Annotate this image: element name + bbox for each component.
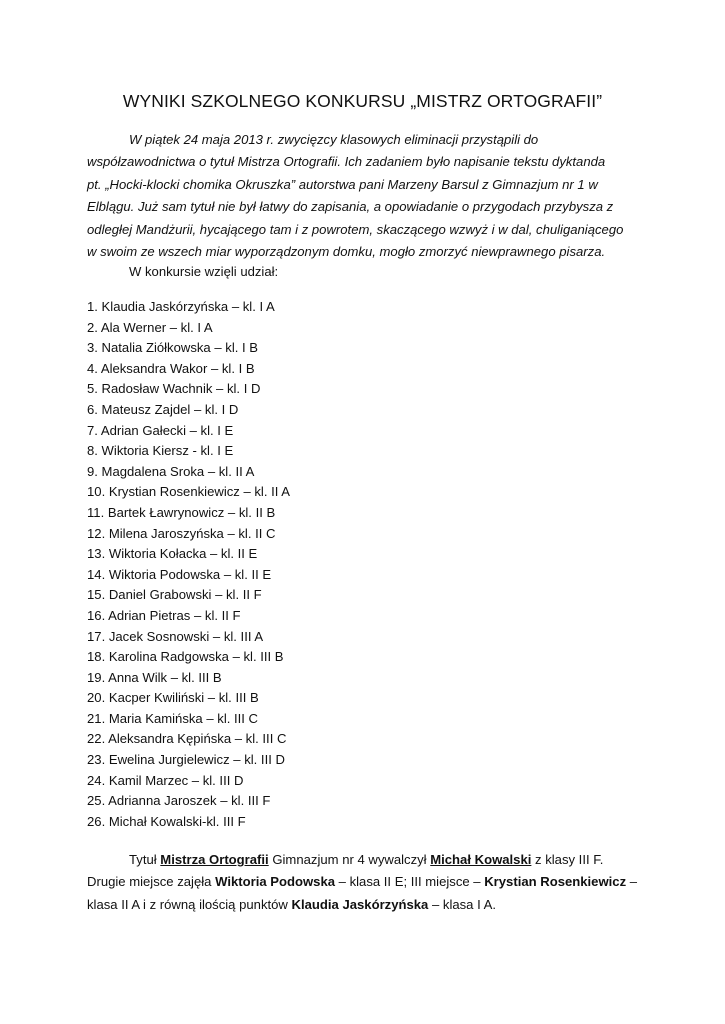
participant-item: 12. Milena Jaroszyńska – kl. II C xyxy=(87,525,276,541)
document-title: WYNIKI SZKOLNEGO KONKURSU „MISTRZ ORTOGRAFII” xyxy=(122,91,603,111)
participant-item: 16. Adrian Pietras – kl. II F xyxy=(87,607,241,623)
summary-text: – xyxy=(626,874,638,890)
participant-item: 25. Adrianna Jaroszek – kl. III F xyxy=(87,793,271,809)
third-place-tie-name: Klaudia Jaskórzyńska xyxy=(291,896,429,912)
participant-item: 17. Jacek Sosnowski – kl. III A xyxy=(87,628,264,644)
participant-item: 5. Radosław Wachnik – kl. I D xyxy=(87,381,261,397)
participants-heading: W konkursie wzięli udział: xyxy=(129,264,279,279)
participant-item: 1. Klaudia Jaskórzyńska – kl. I A xyxy=(87,299,275,314)
summary-line-2 xyxy=(87,871,647,893)
summary-text: – klasa I A. xyxy=(428,896,497,912)
participant-item: 8. Wiktoria Kiersz - kl. I E xyxy=(87,443,234,459)
summary-text: Gimnazjum nr 4 wywalczył xyxy=(268,852,431,867)
participants-list xyxy=(87,297,290,832)
intro-line: W piątek 24 maja 2013 r. zwycięzcy klasowych eliminacji przystąpili do xyxy=(129,132,539,147)
participant-item: 20. Kacper Kwiliński – kl. III B xyxy=(87,690,259,706)
participant-item: 2. Ala Werner – kl. I A xyxy=(87,319,213,335)
intro-line: współzawodnictwa o tytuł Mistrza Ortografii. Ich zadaniem było napisanie tekstu dyktanda xyxy=(87,154,606,170)
participant-item: 9. Magdalena Sroka – kl. II A xyxy=(87,463,255,479)
third-place-name: Krystian Rosenkiewicz xyxy=(484,874,627,890)
second-place-name: Wiktoria Podowska xyxy=(215,874,336,890)
participant-item: 7. Adrian Gałecki – kl. I E xyxy=(87,422,234,438)
results-summary xyxy=(87,849,647,916)
participant-item: 14. Wiktoria Podowska – kl. II E xyxy=(87,566,272,582)
summary-line-1 xyxy=(87,849,647,871)
participant-item: 23. Ewelina Jurgielewicz – kl. III D xyxy=(87,752,285,768)
participant-item: 22. Aleksandra Kępińska – kl. III C xyxy=(87,731,287,747)
intro-line: odległej Mandżurii, hycającego tam i z powrotem, skaczącego wzwyż i w dal, chuliganiącego xyxy=(87,221,624,237)
summary-line-3 xyxy=(87,894,647,916)
participant-item: 10. Krystian Rosenkiewicz – kl. II A xyxy=(87,484,291,500)
participant-item: 13. Wiktoria Kołacka – kl. II E xyxy=(87,546,258,562)
participant-item: 15. Daniel Grabowski – kl. II F xyxy=(87,587,262,603)
summary-text: – klasa II E; III miejsce – xyxy=(335,874,485,890)
intro-paragraph xyxy=(87,129,647,263)
participant-item: 11. Bartek Ławrynowicz – kl. II B xyxy=(87,504,276,520)
participant-item: 18. Karolina Radgowska – kl. III B xyxy=(87,649,284,665)
intro-line: pt. „Hocki-klocki chomika Okruszka” autorstwa pani Marzeny Barsul z Gimnazjum nr 1 w xyxy=(87,176,598,192)
summary-text: klasa II A i z równą ilością punktów xyxy=(87,896,292,912)
summary-text: z klasy III F. xyxy=(531,852,604,867)
participant-item: 19. Anna Wilk – kl. III B xyxy=(87,669,222,685)
summary-text: Tytuł xyxy=(129,852,161,867)
participant-item: 24. Kamil Marzec – kl. III D xyxy=(87,772,244,788)
winner-name: Michał Kowalski xyxy=(430,852,532,867)
participant-item: 6. Mateusz Zajdel – kl. I D xyxy=(87,401,239,417)
intro-line: w swoim ze wszech miar wyporządzonym domku, mogło zmorzyć niewprawnego pisarza. xyxy=(87,244,606,260)
summary-text: Drugie miejsce zajęła xyxy=(87,874,216,890)
participant-item: 4. Aleksandra Wakor – kl. I B xyxy=(87,360,255,376)
intro-line: Elblągu. Już sam tytuł nie był łatwy do zapisania, a opowiadanie o przygodach przybysza z xyxy=(87,199,614,215)
award-title: Mistrza Ortografii xyxy=(160,852,269,867)
participant-item: 26. Michał Kowalski-kl. III F xyxy=(87,813,246,829)
participant-item: 3. Natalia Ziółkowska – kl. I B xyxy=(87,340,259,356)
participant-item: 21. Maria Kamińska – kl. III C xyxy=(87,710,259,726)
